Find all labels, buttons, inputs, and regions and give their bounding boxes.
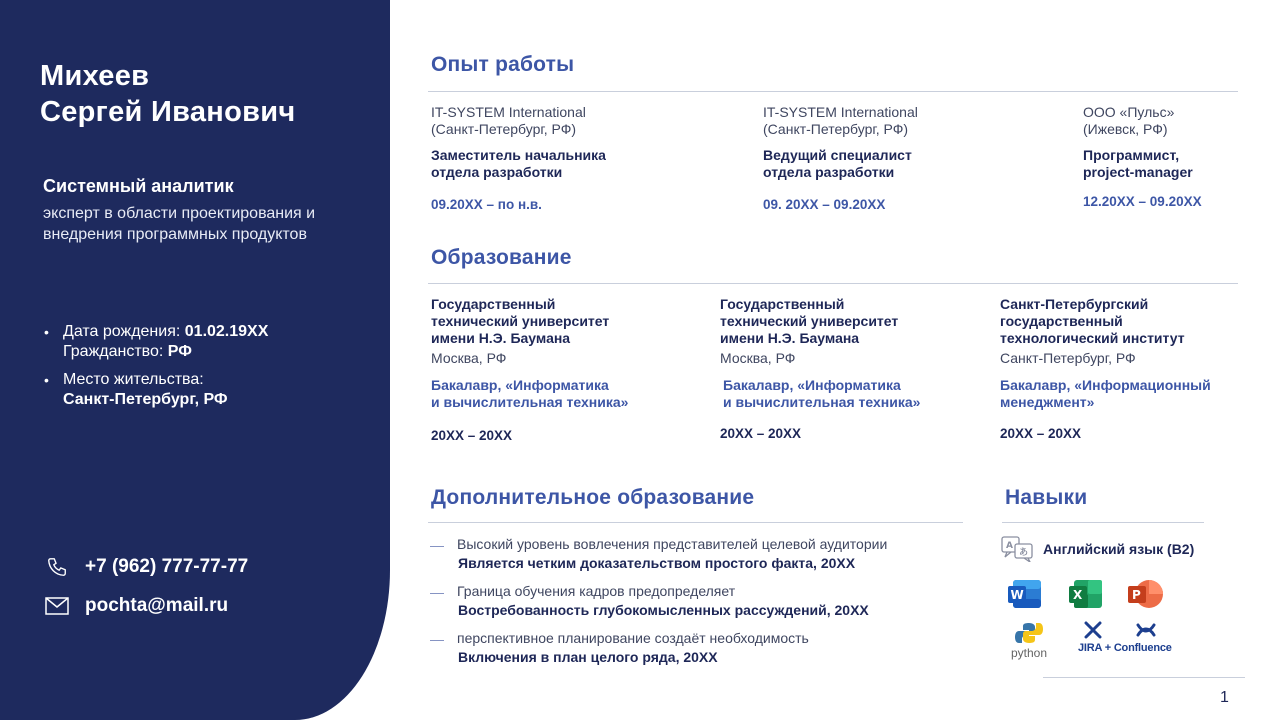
education-years: 20ХХ – 20ХХ: [431, 428, 513, 443]
job-position-line: Заместитель начальника: [431, 147, 606, 163]
job-position: [1083, 147, 1263, 181]
excel-icon: [1068, 578, 1104, 615]
dash-marker: —: [430, 584, 444, 600]
education-years: 20ХХ – 20ХХ: [1000, 426, 1082, 441]
personal-info-list: [44, 322, 364, 418]
residence-value: Санкт-Петербург, РФ: [63, 391, 228, 408]
degree-line: Бакалавр, «Информационный: [1000, 377, 1211, 393]
education-years: 20ХХ – 20ХХ: [720, 426, 802, 441]
job-dates: 12.20ХХ – 09.20ХХ: [1083, 194, 1202, 209]
additional-education-item: [430, 629, 970, 669]
course-detail: Является четким доказательством простого факта, 20ХХ: [458, 555, 856, 571]
additional-education-divider: [428, 522, 963, 523]
page-number: 1: [1220, 689, 1229, 706]
word-icon: [1007, 578, 1043, 615]
first-names: Сергей Иванович: [40, 96, 296, 128]
university-city: Санкт-Петербург, РФ: [1000, 350, 1136, 366]
residence-label: Место жительства:: [63, 371, 204, 388]
university-line: имени Н.Э. Баумана: [720, 330, 860, 346]
skills-heading: Навыки: [1005, 486, 1088, 509]
personal-info-item-birth: [44, 322, 364, 362]
job-position: [763, 147, 1063, 181]
birth-label: Дата рождения:: [63, 323, 181, 340]
citizenship-value: РФ: [167, 343, 192, 360]
job-position-line: Ведущий специалист: [763, 147, 912, 163]
course-description: Граница обучения кадров предопределяет: [457, 583, 736, 599]
degree-line: Бакалавр, «Информатика: [723, 377, 901, 393]
degree-line: и вычислительная техника»: [723, 394, 921, 410]
education-entry: [720, 296, 980, 442]
job-position-line: отдела разработки: [763, 164, 895, 180]
svg-text:A: A: [1006, 541, 1013, 551]
python-label: python: [1010, 646, 1048, 660]
education-heading: Образование: [431, 246, 572, 269]
personal-info-item-residence: [44, 370, 364, 410]
phone-number: +7 (962) 777-77-77: [85, 556, 249, 577]
experience-heading: Опыт работы: [431, 53, 575, 76]
job-dates: 09.20ХХ – по н.в.: [431, 197, 542, 212]
degree-line: и вычислительная техника»: [431, 394, 629, 410]
translate-icon: [1001, 536, 1034, 562]
dash-marker: —: [430, 537, 444, 553]
dash-marker: —: [430, 631, 444, 647]
mail-icon: [44, 594, 70, 618]
word-letter: W: [1010, 588, 1024, 602]
university-city: Москва, РФ: [431, 350, 507, 366]
powerpoint-letter: P: [1132, 588, 1141, 602]
job-city: (Ижевск, РФ): [1083, 121, 1168, 137]
degree: [431, 377, 711, 411]
job-company: ООО «Пульс»: [1083, 104, 1175, 120]
birth-value: 01.02.19ХХ: [184, 323, 269, 340]
job-dates: 09. 20ХХ – 09.20ХХ: [763, 197, 886, 212]
additional-education-item: [430, 535, 970, 575]
sidebar: [0, 0, 390, 720]
role-title: Системный аналитик: [43, 176, 234, 196]
additional-education-heading: Дополнительное образование: [431, 486, 755, 509]
phone-icon: [44, 555, 70, 579]
email-contact[interactable]: [44, 594, 228, 618]
university-line: государственный: [1000, 313, 1123, 329]
citizenship-label: Гражданство:: [63, 343, 164, 360]
job-city: (Санкт-Петербург, РФ): [431, 121, 577, 137]
course-description: перспективное планирование создаёт необходимость: [457, 630, 809, 646]
jira-confluence-logo: [1078, 620, 1178, 658]
course-description: Высокий уровень вовлечения представителей целевой аудитории: [457, 536, 888, 552]
job-position: [431, 147, 731, 181]
university-city: Москва, РФ: [720, 350, 796, 366]
experience-divider: [428, 91, 1238, 92]
powerpoint-icon: [1127, 578, 1165, 615]
job-entry: [1083, 104, 1263, 210]
university-line: технический университет: [431, 313, 610, 329]
degree-line: Бакалавр, «Информатика: [431, 377, 609, 393]
course-detail: Включения в план целого ряда, 20ХХ: [458, 649, 718, 665]
job-entry: [763, 104, 1063, 213]
confluence-label: Confluence: [1113, 642, 1172, 654]
education-entry: [1000, 296, 1260, 442]
phone-contact[interactable]: [44, 555, 248, 579]
last-name: Михеев: [40, 60, 150, 92]
education-entry: [431, 296, 711, 444]
python-icon: [1006, 622, 1052, 659]
jira-icon: [1083, 620, 1103, 640]
skill-language: [1001, 536, 1194, 562]
confluence-icon: [1136, 620, 1156, 640]
language-skill-label: Английский язык (В2): [1043, 541, 1195, 557]
degree-line: менеджмент»: [1000, 394, 1095, 410]
role-description: эксперт в области проектирования и внедрения программных продуктов: [43, 205, 316, 243]
skills-divider: [1002, 522, 1204, 523]
job-city: (Санкт-Петербург, РФ): [763, 121, 909, 137]
education-divider: [428, 283, 1238, 284]
footer-divider: [1043, 677, 1245, 678]
job-company: IT-SYSTEM International: [431, 104, 586, 120]
degree: [723, 377, 980, 411]
course-detail: Востребованность глубокомысленных рассуждений, 20ХХ: [458, 602, 869, 618]
job-entry: [431, 104, 731, 213]
university-line: Государственный: [720, 296, 845, 312]
jira-label: JIRA: [1078, 642, 1102, 654]
university-line: Санкт-Петербургский: [1000, 296, 1149, 312]
job-position-line: project-manager: [1083, 164, 1193, 180]
university-line: Государственный: [431, 296, 556, 312]
degree: [1000, 377, 1260, 411]
job-position-line: Программист,: [1083, 147, 1180, 163]
university-line: имени Н.Э. Баумана: [431, 330, 571, 346]
job-position-line: отдела разработки: [431, 164, 563, 180]
university-line: технологический институт: [1000, 330, 1185, 346]
additional-education-item: [430, 582, 970, 622]
email-address: pochta@mail.ru: [85, 595, 229, 616]
job-company: IT-SYSTEM International: [763, 104, 918, 120]
excel-letter: X: [1073, 588, 1083, 602]
svg-text:あ: あ: [1019, 548, 1029, 558]
plus-sign: +: [1104, 642, 1111, 654]
university-line: технический университет: [720, 313, 899, 329]
person-name: [40, 58, 296, 130]
